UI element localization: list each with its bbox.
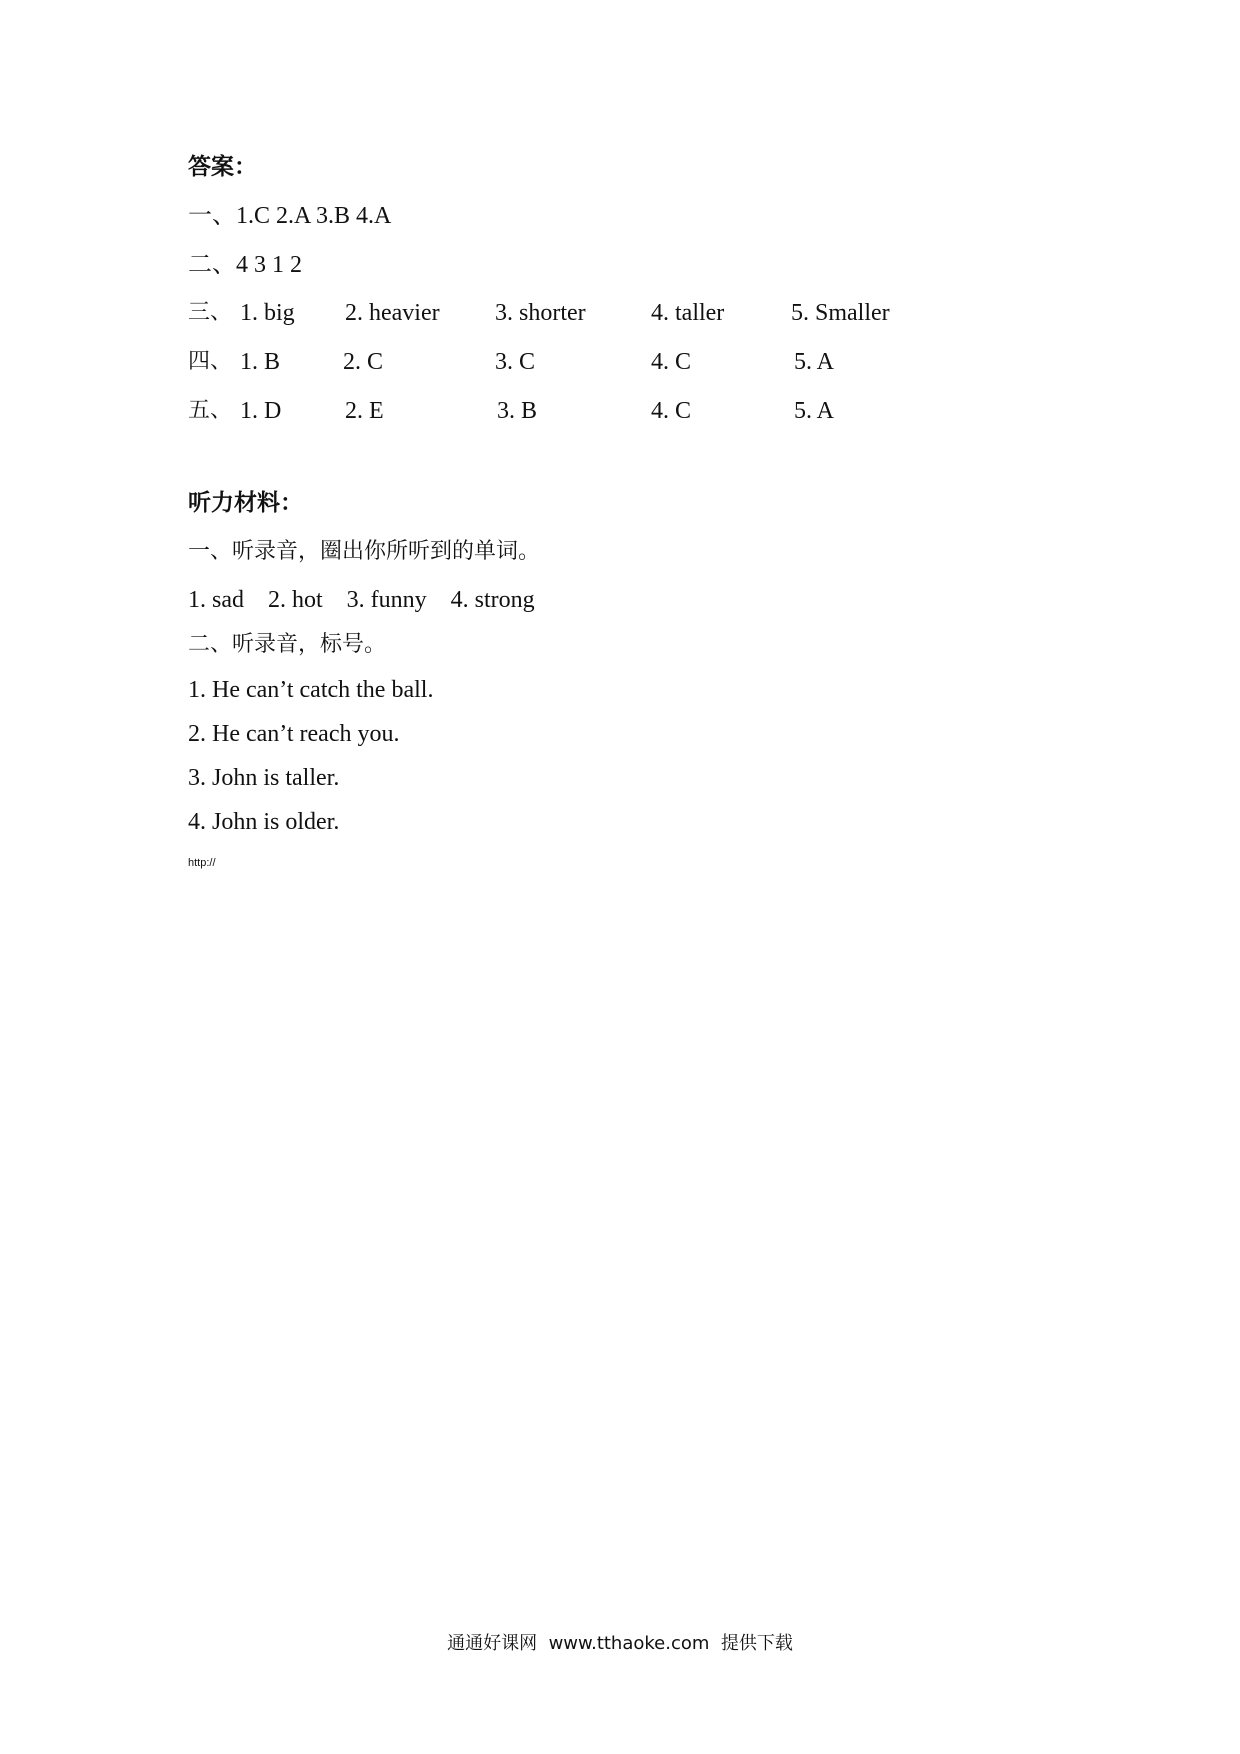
row-3-item-1: 1. big [240,300,295,326]
row-4-item-1: 1. B [240,349,281,375]
answer-row-5 [188,396,948,426]
listening-sentence-4: 4. John is older. [188,809,340,835]
source-url-text: http:// [188,857,216,869]
row-4-item-5: 5. A [794,349,835,375]
listening-sentence-3: 3. John is taller. [188,765,340,791]
footer-credit: 通通好课网 www.tthaoke.com 提供下载 [447,1633,793,1654]
row-5-item-5: 5. A [794,398,835,424]
answer-line-2: 二、4 3 1 2 [188,252,302,278]
row-3-lead: 三、 [188,300,233,325]
row-3-item-3: 3. shorter [495,300,586,326]
row-5-lead: 五、 [188,398,233,423]
row-5-item-3: 3. B [497,398,538,424]
row-3-item-2: 2. heavier [345,300,440,326]
row-4-item-4: 4. C [651,349,692,375]
row-4-item-2: 2. C [343,349,384,375]
answers-heading: 答案： [188,154,257,180]
answer-row-3 [188,298,948,328]
row-4-lead: 四、 [188,349,233,374]
row-4-item-3: 3. C [495,349,536,375]
listening-section-1-words: 1. sad 2. hot 3. funny 4. strong [188,587,535,613]
row-5-item-1: 1. D [240,398,282,424]
row-5-item-4: 4. C [651,398,692,424]
answer-line-1: 一、1.C 2.A 3.B 4.A [188,203,392,229]
listening-sentence-1: 1. He can’t catch the ball. [188,677,434,703]
listening-sentence-2: 2. He can’t reach you. [188,721,400,747]
row-5-item-2: 2. E [345,398,384,424]
listening-section-1-title: 一、听录音，圈出你所听到的单词。 [188,539,541,564]
answer-row-4 [188,347,948,377]
row-3-item-5: 5. Smaller [791,300,890,326]
listening-heading: 听力材料： [188,490,303,516]
row-3-item-4: 4. taller [651,300,725,326]
listening-section-2-title: 二、听录音，标号。 [188,632,387,657]
